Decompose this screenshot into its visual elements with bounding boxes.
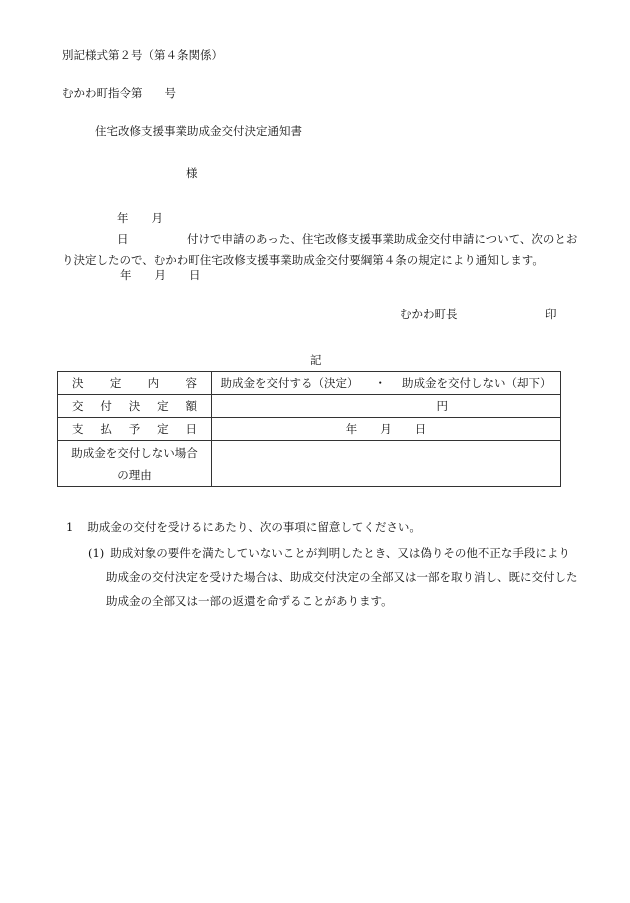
- addressee-suffix: 様: [186, 166, 198, 180]
- option-grant: 助成金を交付する（決定）: [220, 376, 359, 390]
- intro-paragraph: [62, 208, 578, 271]
- seal-mark: 印: [545, 307, 557, 321]
- amount-cell: 円: [212, 395, 561, 418]
- table-row: [58, 441, 561, 487]
- row-label-reason: 助成金を交付しない場合の理由: [58, 441, 212, 487]
- note-item-1-number: 1: [66, 520, 74, 534]
- note-subitem-1: [88, 541, 578, 613]
- ki-heading: 記: [310, 353, 322, 367]
- payment-date-cell: 年 月 日: [212, 418, 561, 441]
- intro-date: 年 月 日: [117, 211, 186, 246]
- document-number-suffix: 号: [164, 86, 176, 100]
- note-subitem-1-text: 助成対象の要件を満たしていないことが判明したとき、又は偽りその他不正な手段により助成金の交付決定を受けた場合は、助成交付決定の全部又は一部を取り消し、既に交付した助成金の全部又は一部の返還を命ずることがあります。: [106, 546, 578, 608]
- document-number: [62, 85, 176, 101]
- decision-cell: [212, 372, 561, 395]
- intro-body: 付けで申請のあった、住宅改修支援事業助成金交付申請について、次のとおり決定したので、むかわ町住宅改修支援事業助成金交付要綱第４条の規定により通知します。: [62, 232, 578, 267]
- issue-date: 年 月 日: [120, 268, 201, 282]
- note-item-1-text: 助成金の交付を受けるにあたり、次の事項に留意してください。: [87, 520, 421, 534]
- option-deny: 助成金を交付しない（却下）: [402, 376, 552, 390]
- row-label-amount: 交付決定額: [58, 395, 212, 418]
- row-label-payment-date: 支払予定日: [58, 418, 212, 441]
- table-row: [58, 418, 561, 441]
- document-title: 住宅改修支援事業助成金交付決定通知書: [95, 124, 302, 138]
- table-row: [58, 395, 561, 418]
- note-subitem-1-number: (1): [88, 546, 105, 560]
- reason-cell: [212, 441, 561, 487]
- option-separator: ・: [374, 376, 386, 390]
- document-number-prefix: むかわ町指令第: [62, 86, 143, 100]
- form-number: 別記様式第２号（第４条関係）: [62, 48, 223, 62]
- table-row: [58, 372, 561, 395]
- issuer-title: むかわ町長: [400, 307, 458, 321]
- decision-table: [57, 371, 561, 487]
- note-item-1: [66, 519, 421, 535]
- row-label-decision: 決 定 内 容: [58, 372, 212, 395]
